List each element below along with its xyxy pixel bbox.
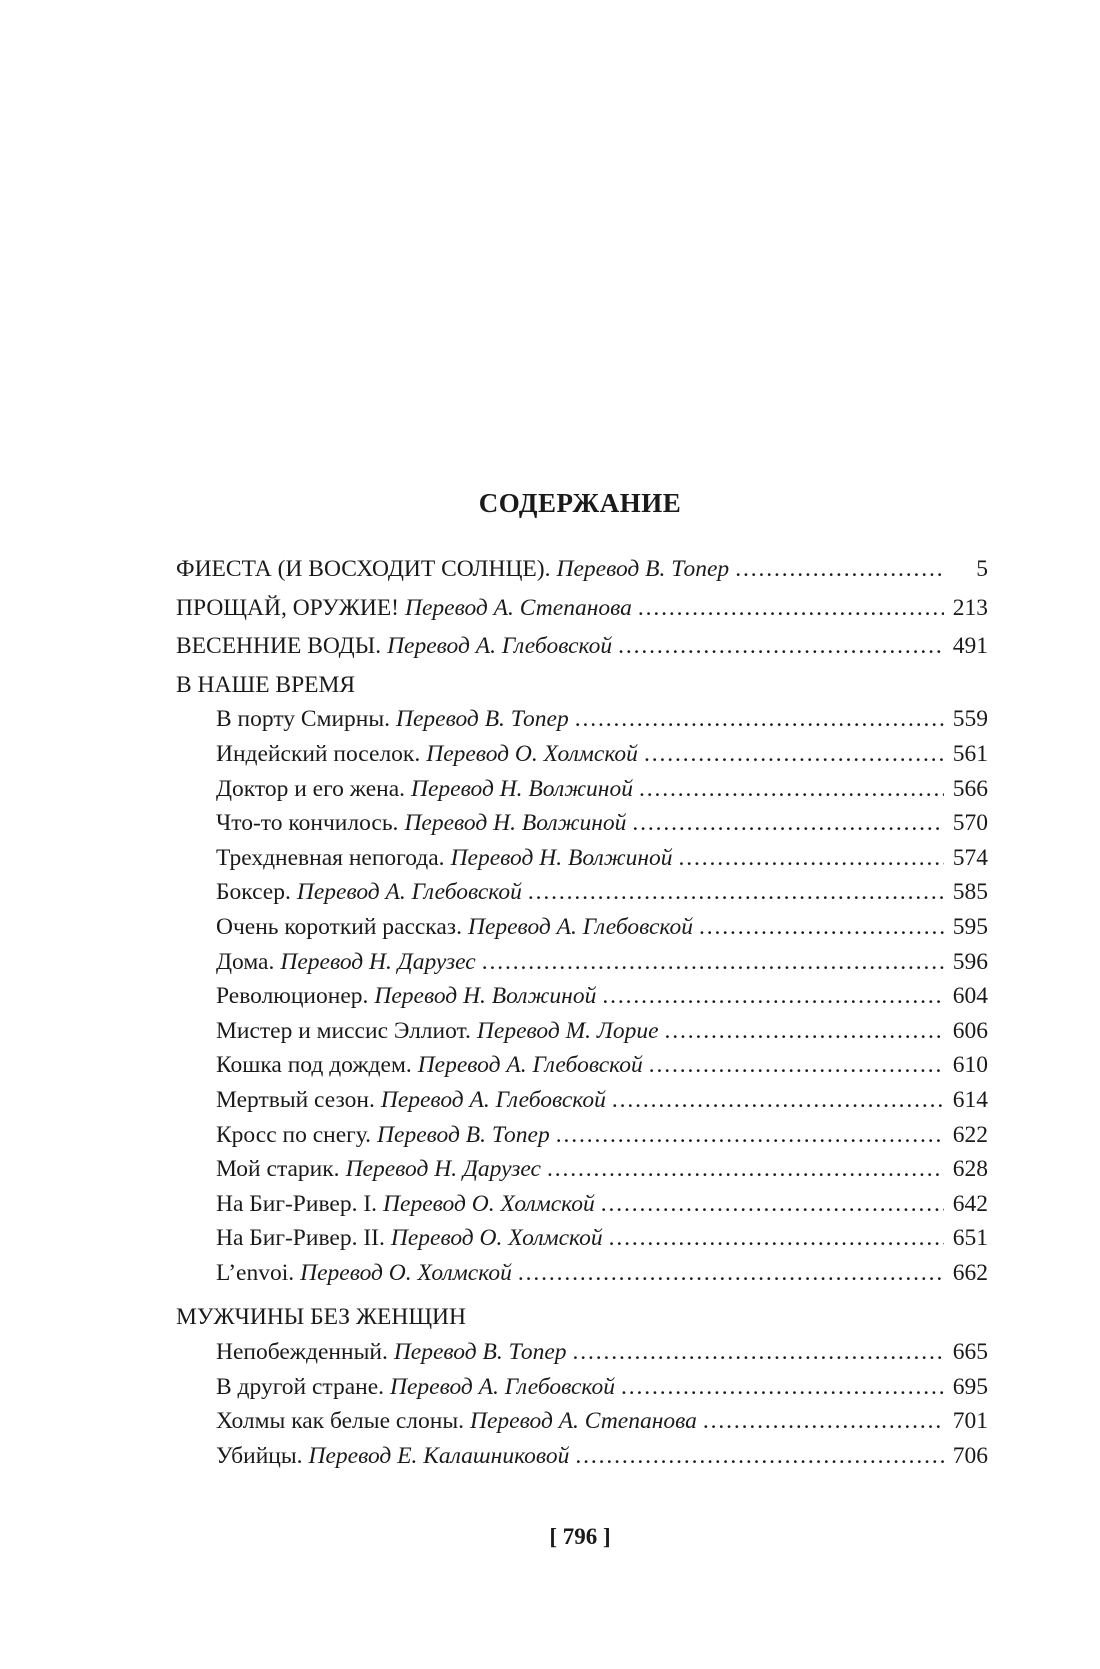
toc-entry-title: Очень короткий рассказ. (216, 913, 462, 940)
toc-entry-title: В другой стране. (216, 1373, 384, 1400)
toc-entry-translator: Перевод А. Глебовской (467, 913, 693, 940)
toc-entry-translator: Перевод А. Глебовской (387, 633, 613, 660)
toc-entry-page: 665 (952, 1339, 988, 1366)
toc-entry-title: Мой старик. (216, 1156, 340, 1183)
toc-entry-translator: Перевод А. Глебовской (417, 1052, 643, 1079)
dot-leader (618, 629, 944, 664)
toc-entry-translator: Перевод В. Топер (396, 706, 569, 733)
toc-entry-translator: Перевод О. Холмской (300, 1259, 512, 1286)
toc-entry-title: Дома. (216, 948, 275, 975)
toc-entry-page: 596 (952, 948, 988, 975)
toc-entry-page: 566 (952, 775, 988, 802)
toc-entry[interactable] (176, 1439, 988, 1474)
table-of-contents (176, 552, 988, 1473)
toc-entry-translator: Перевод М. Лорие (476, 1017, 659, 1044)
toc-entry[interactable] (176, 552, 988, 587)
dot-leader (644, 737, 944, 772)
dot-leader (638, 591, 944, 626)
toc-entry[interactable] (176, 841, 988, 876)
toc-entry[interactable] (176, 910, 988, 945)
toc-entry[interactable] (176, 979, 988, 1014)
dot-leader (518, 1256, 944, 1291)
toc-entry-page: 491 (952, 633, 988, 660)
dot-leader (575, 1439, 944, 1474)
toc-section-heading[interactable] (176, 1300, 988, 1335)
toc-entry[interactable] (176, 945, 988, 980)
toc-entry-page: 606 (952, 1017, 988, 1044)
toc-entry[interactable] (176, 1014, 988, 1049)
toc-entry-title: Мистер и миссис Эллиот. (216, 1017, 471, 1044)
toc-entry-page: 614 (952, 1086, 988, 1113)
dot-leader (575, 702, 944, 737)
toc-entry-translator: Перевод А. Глебовской (296, 879, 522, 906)
toc-entry-page: 595 (952, 913, 988, 940)
toc-entry-page: 213 (952, 594, 988, 621)
toc-entry-page: 585 (952, 879, 988, 906)
toc-entry-translator: Перевод А. Глебовской (390, 1373, 616, 1400)
toc-entry-translator: Перевод Н. Дарузес (345, 1156, 541, 1183)
toc-entry-page: 695 (952, 1373, 988, 1400)
toc-entry[interactable] (176, 1083, 988, 1118)
dot-leader (573, 1335, 944, 1370)
toc-entry-title: Убийцы. (216, 1442, 303, 1469)
dot-leader (679, 841, 945, 876)
toc-entry-page: 610 (952, 1052, 988, 1079)
dot-leader (602, 979, 944, 1014)
dot-leader (528, 875, 944, 910)
toc-entry-translator: Перевод Н. Волжиной (374, 983, 597, 1010)
toc-entry-title: Кросс по снегу. (216, 1121, 372, 1148)
page-number: [ 796 ] (549, 1524, 611, 1549)
toc-entry-title: В порту Смирны. (216, 706, 391, 733)
toc-entry-translator: Перевод О. Холмской (426, 740, 638, 767)
dot-leader (547, 1152, 944, 1187)
section-title: В НАШЕ ВРЕМЯ (176, 671, 356, 698)
toc-entry-page: 622 (952, 1121, 988, 1148)
toc-entry-page: 662 (952, 1259, 988, 1286)
toc-entry-translator: Перевод О. Холмской (390, 1225, 603, 1252)
toc-entry-translator: Перевод Н. Волжиной (450, 844, 673, 871)
toc-entry-title: Индейский поселок. (216, 740, 421, 767)
toc-entry[interactable] (176, 1118, 988, 1153)
dot-leader (609, 1221, 944, 1256)
toc-entry[interactable] (176, 875, 988, 910)
toc-entry[interactable] (176, 1256, 988, 1291)
dot-leader (621, 1370, 944, 1405)
toc-entry-title: Мертвый сезон. (216, 1086, 375, 1113)
section-title: МУЖЧИНЫ БЕЗ ЖЕНЩИН (176, 1304, 466, 1331)
toc-section-heading[interactable] (176, 668, 988, 703)
toc-entry[interactable] (176, 1048, 988, 1083)
toc-entry-title: Что-то кончилось. (216, 810, 399, 837)
dot-leader (556, 1118, 944, 1153)
toc-entry-title: Боксер. (216, 879, 291, 906)
toc-entry-page: 628 (952, 1156, 988, 1183)
toc-entry[interactable] (176, 629, 988, 664)
toc-entry-page: 651 (952, 1225, 988, 1252)
toc-entry-translator: Перевод Н. Волжиной (404, 810, 627, 837)
toc-entry-title: L’envoi. (216, 1259, 295, 1286)
toc-entry-translator: Перевод О. Холмской (383, 1190, 595, 1217)
toc-entry[interactable] (176, 1221, 988, 1256)
toc-entry[interactable] (176, 737, 988, 772)
toc-entry-translator: Перевод А. Степанова (470, 1408, 697, 1435)
toc-entry-title: Доктор и его жена. (216, 775, 406, 802)
toc-entry[interactable] (176, 772, 988, 807)
toc-entry-page: 701 (952, 1408, 988, 1435)
toc-entry-translator: Перевод Н. Волжиной (411, 775, 633, 802)
toc-entry-translator: Перевод Н. Дарузес (280, 948, 476, 975)
toc-entry-page: 604 (952, 983, 988, 1010)
toc-entry[interactable] (176, 702, 988, 737)
toc-entry-page: 642 (952, 1190, 988, 1217)
toc-entry-translator: Перевод В. Топер (556, 556, 730, 582)
toc-entry-page: 706 (952, 1442, 988, 1469)
toc-entry[interactable] (176, 1187, 988, 1222)
toc-entry-translator: Перевод А. Степанова (405, 594, 632, 621)
toc-entry-page: 559 (952, 706, 988, 733)
toc-entry-translator: Перевод В. Топер (393, 1339, 567, 1366)
dot-leader (639, 772, 944, 807)
dot-leader (601, 1187, 944, 1222)
toc-entry-translator: Перевод Е. Калашниковой (308, 1442, 570, 1469)
dot-leader (649, 1048, 944, 1083)
dot-leader (665, 1014, 944, 1049)
toc-entry-title: ФИЕСТА (И ВОСХОДИТ СОЛНЦЕ). (176, 556, 551, 582)
toc-entry-title: Революционер. (216, 983, 369, 1010)
dot-leader (735, 552, 944, 587)
dot-leader (482, 945, 944, 980)
toc-entry[interactable] (176, 1370, 988, 1405)
dot-leader (703, 1404, 944, 1439)
dot-leader (612, 1083, 944, 1118)
toc-entry[interactable] (176, 806, 988, 841)
toc-entry-translator: Перевод А. Глебовской (380, 1086, 606, 1113)
toc-entry-title: ВЕСЕННИЕ ВОДЫ. (176, 633, 382, 660)
toc-entry-page: 570 (952, 810, 988, 837)
toc-entry-title: На Биг-Ривер. I. (216, 1190, 378, 1217)
toc-entry-page: 5 (976, 556, 988, 582)
page-title: СОДЕРЖАНИЕ (478, 488, 682, 518)
toc-entry[interactable] (176, 591, 988, 626)
toc-entry-title: ПРОЩАЙ, ОРУЖИЕ! (176, 594, 399, 621)
toc-entry[interactable] (176, 1404, 988, 1439)
dot-leader (632, 806, 944, 841)
toc-entry-page: 561 (952, 740, 988, 767)
toc-entry-title: Кошка под дождем. (216, 1052, 412, 1079)
toc-entry[interactable] (176, 1152, 988, 1187)
toc-entry-title: Трехдневная непогода. (216, 844, 445, 871)
toc-entry-translator: Перевод В. Топер (377, 1121, 550, 1148)
dot-leader (699, 910, 944, 945)
toc-entry-title: Холмы как белые слоны. (216, 1408, 465, 1435)
toc-entry-page: 574 (952, 844, 988, 871)
toc-entry[interactable] (176, 1335, 988, 1370)
toc-entry-title: На Биг-Ривер. II. (216, 1225, 385, 1252)
toc-entry-title: Непобежденный. (216, 1339, 388, 1366)
